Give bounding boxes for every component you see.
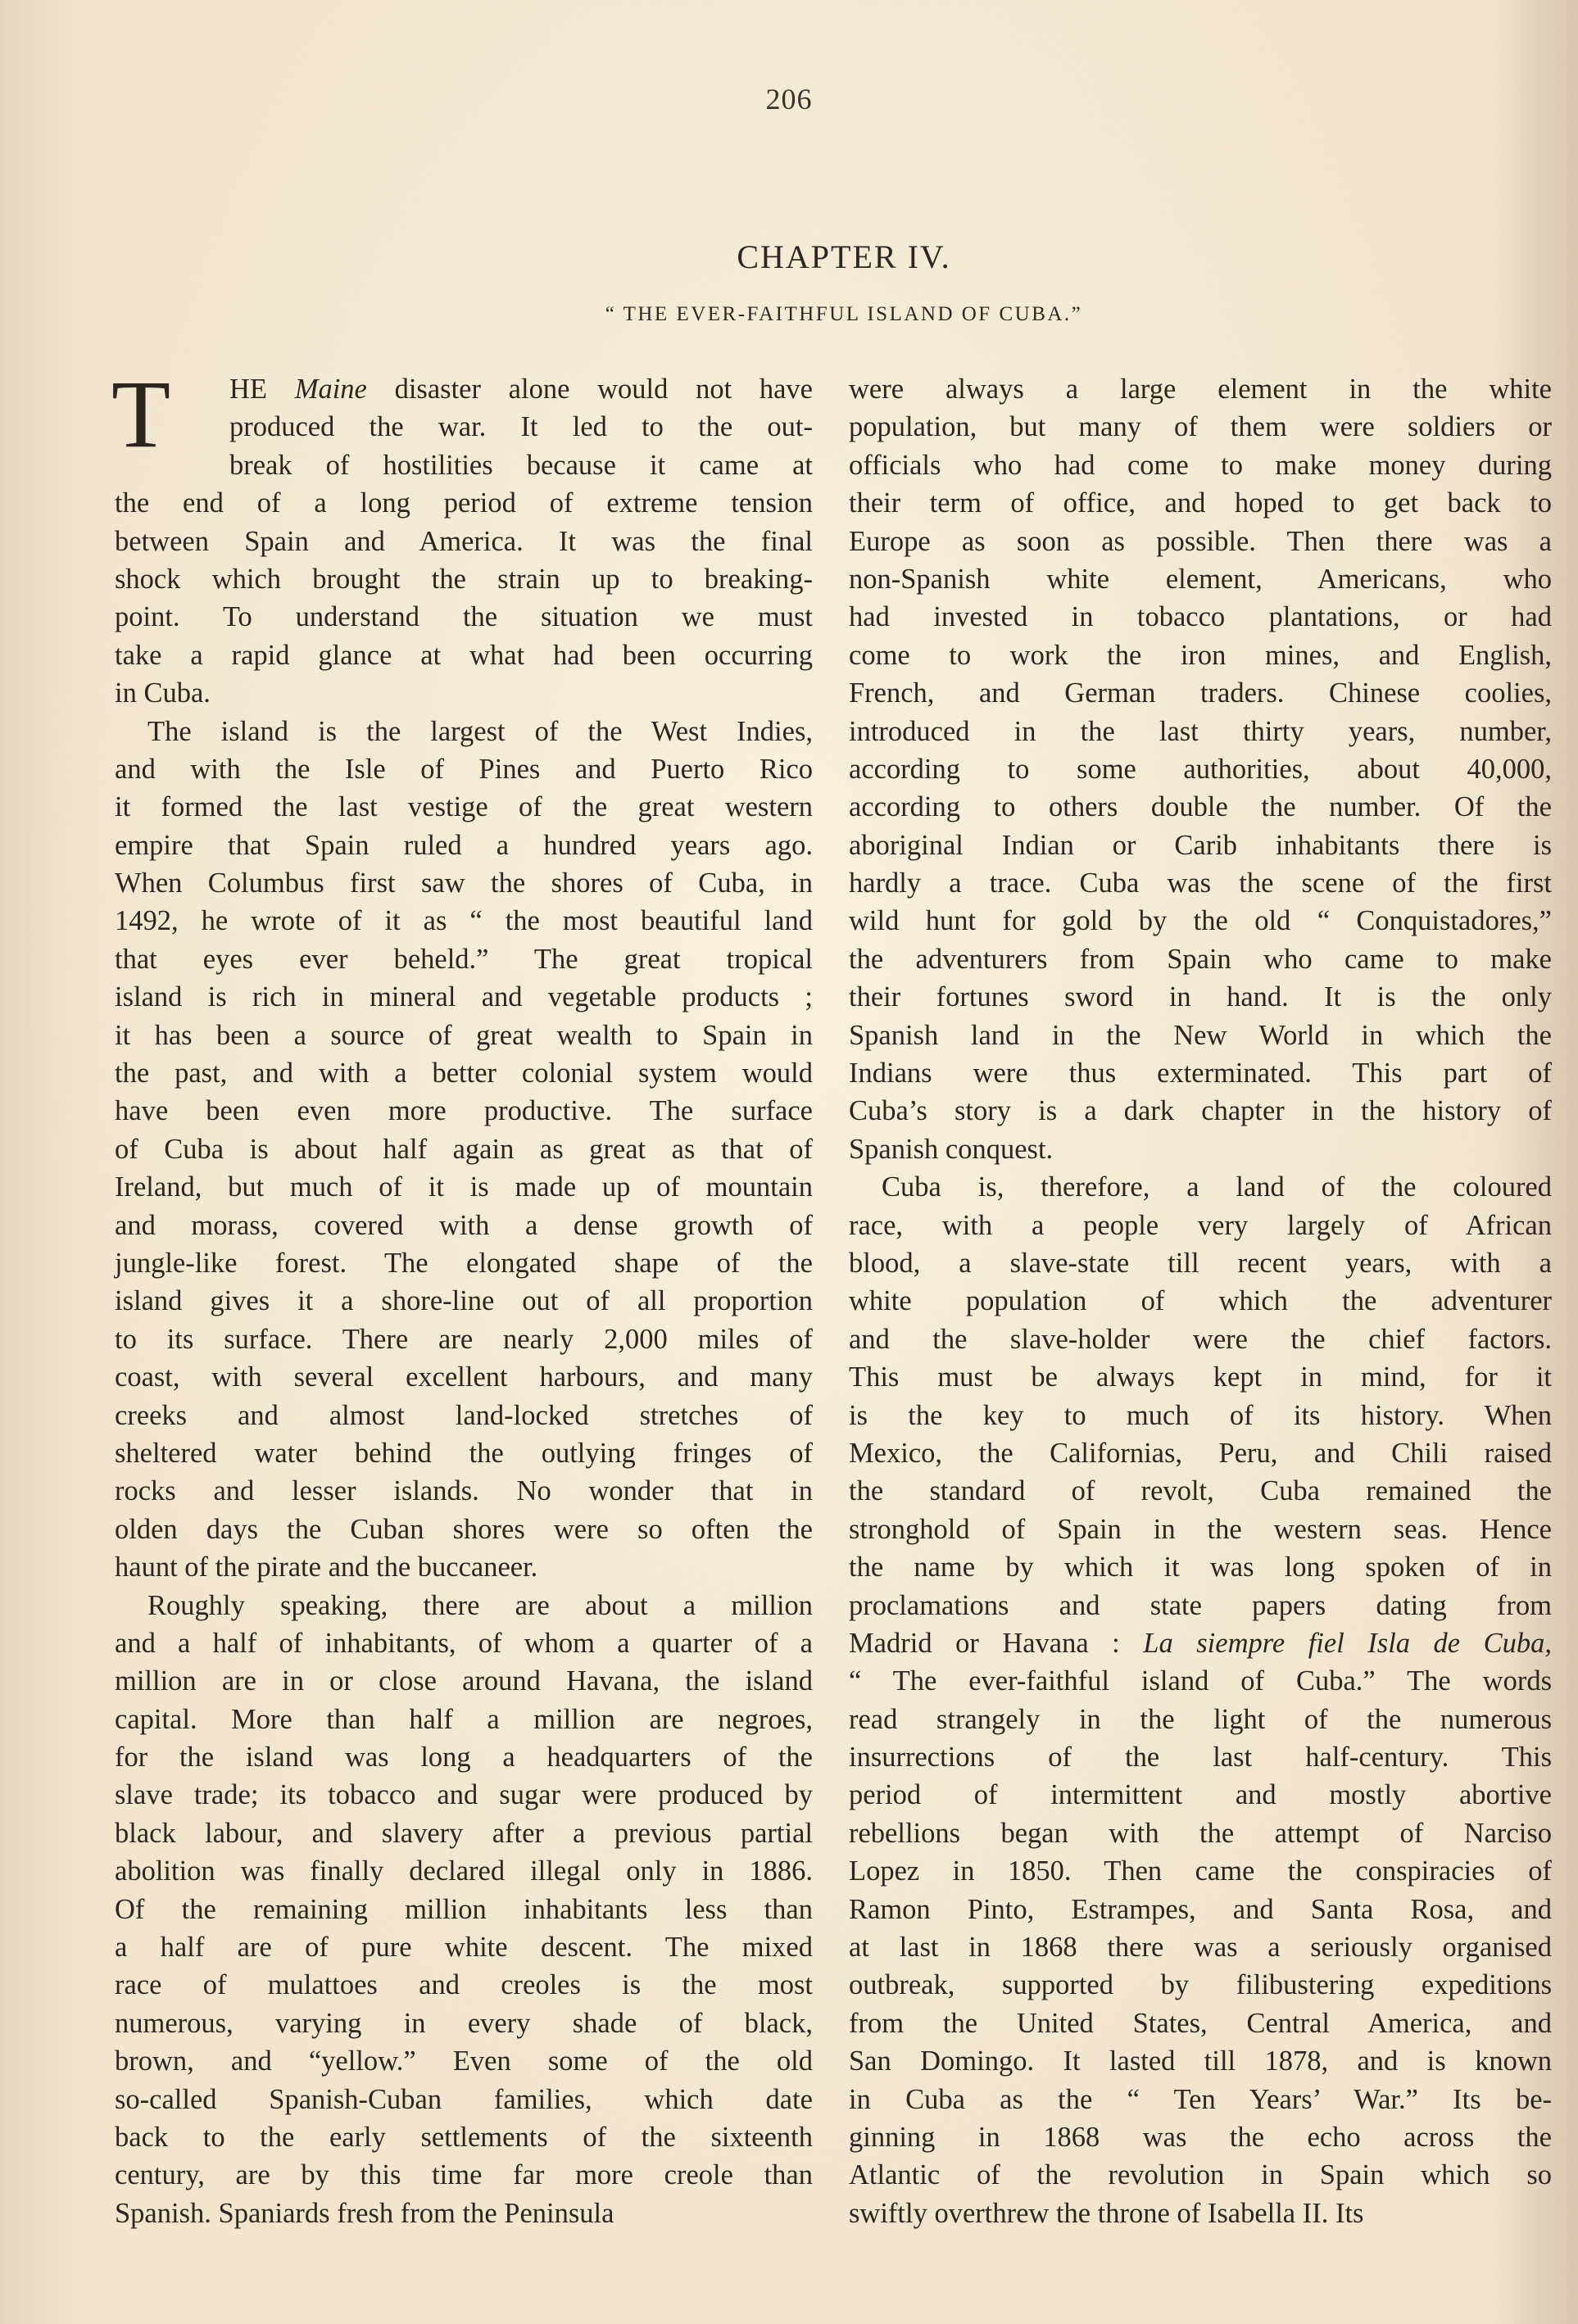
- text-line: and a half of inhabitants, of whom a quarter of a: [115, 1627, 813, 1659]
- text-line: a half are of pure white descent. The mixed: [115, 1932, 813, 1964]
- text-line: “ The ever-faithful island of Cuba.” The words: [849, 1665, 1552, 1697]
- text-line: that eyes ever beheld.” The great tropical: [115, 943, 813, 975]
- text-line: olden days the Cuban shores were so often the: [115, 1513, 813, 1545]
- text-line: race of mulattoes and creoles is the most: [115, 1969, 813, 2001]
- text-line: the standard of revolt, Cuba remained the: [849, 1475, 1552, 1507]
- page-number: 206: [765, 83, 813, 116]
- right-text-column: [849, 370, 1552, 2232]
- text-line: creeks and almost land-locked stretches of: [115, 1399, 813, 1431]
- text-line: and the slave-holder were the chief factors.: [849, 1323, 1552, 1355]
- text-line: Europe as soon as possible. Then there was a: [849, 525, 1552, 557]
- text-fragment: disaster alone would not have: [366, 374, 813, 405]
- drop-cap: T: [111, 360, 171, 468]
- text-line: wild hunt for gold by the old “ Conquistadores,”: [849, 905, 1552, 937]
- text-line: swiftly overthrew the throne of Isabella II. Its: [849, 2197, 1364, 2229]
- text-line: non-Spanish white element, Americans, who: [849, 563, 1552, 595]
- text-line: island is rich in mineral and vegetable products ;: [115, 981, 813, 1013]
- text-line: aboriginal Indian or Carib inhabitants there is: [849, 829, 1552, 861]
- text-line: black labour, and slavery after a previous partial: [115, 1817, 813, 1849]
- text-line: brown, and “yellow.” Even some of the old: [115, 2045, 813, 2077]
- text-line: population, but many of them were soldiers or: [849, 411, 1552, 443]
- text-line: point. To understand the situation we must: [115, 601, 813, 633]
- text-line: This must be always kept in mind, for it: [849, 1361, 1552, 1393]
- text-line: 1492, he wrote of it as “ the most beautiful land: [115, 905, 813, 937]
- text-line: according to some authorities, about 40,000,: [849, 753, 1552, 785]
- italic-title: Maine: [294, 374, 367, 405]
- text-line: Ramon Pinto, Estrampes, and Santa Rosa, and: [849, 1893, 1552, 1925]
- text-line: produced the war. It led to the out-: [229, 411, 813, 443]
- text-line: abolition was finally declared illegal only in 1886.: [115, 1855, 813, 1887]
- text-line: the adventurers from Spain who came to make: [849, 943, 1552, 975]
- text-line: in Cuba.: [115, 677, 211, 709]
- text-line: century, are by this time far more creole than: [115, 2159, 813, 2191]
- text-line: at last in 1868 there was a seriously organised: [849, 1932, 1552, 1964]
- text-line: so-called Spanish-Cuban families, which date: [115, 2083, 813, 2115]
- text-fragment: HE: [229, 374, 295, 405]
- italic-title: La siempre fiel Isla de Cuba,: [1143, 1627, 1553, 1659]
- text-line: their fortunes sword in hand. It is the only: [849, 981, 1552, 1013]
- text-line: to its surface. There are nearly 2,000 miles of: [115, 1323, 813, 1355]
- text-line: shock which brought the strain up to breaking-: [115, 563, 813, 595]
- text-line: French, and German traders. Chinese coolies,: [849, 677, 1552, 709]
- text-line: were always a large element in the white: [849, 374, 1552, 405]
- text-line: million are in or close around Havana, the island: [115, 1665, 813, 1697]
- text-line: officials who had come to make money during: [849, 449, 1552, 481]
- chapter-title: CHAPTER IV.: [737, 238, 951, 275]
- text-line: numerous, varying in every shade of black,: [115, 2007, 813, 2039]
- text-line: race, with a people very largely of African: [849, 1209, 1552, 1241]
- text-line: Indians were thus exterminated. This part of: [849, 1058, 1552, 1090]
- text-line: white population of which the adventurer: [849, 1285, 1552, 1317]
- text-line: Roughly speaking, there are about a million: [147, 1589, 813, 1621]
- text-line: Of the remaining million inhabitants less than: [115, 1893, 813, 1925]
- text-line: Mexico, the Californias, Peru, and Chili raised: [849, 1437, 1552, 1469]
- text-line: capital. More than half a million are negroes,: [115, 1703, 813, 1735]
- text-line: haunt of the pirate and the buccaneer.: [115, 1552, 538, 1583]
- text-line: the end of a long period of extreme tension: [115, 487, 813, 519]
- text-line: back to the early settlements of the sixteenth: [115, 2121, 813, 2153]
- text-line: their term of office, and hoped to get back to: [849, 487, 1552, 519]
- text-line: The island is the largest of the West Indies,: [147, 715, 813, 747]
- text-line: hardly a trace. Cuba was the scene of the first: [849, 868, 1552, 899]
- text-line: had invested in tobacco plantations, or had: [849, 601, 1552, 633]
- text-line: of Cuba is about half again as great as that of: [115, 1133, 813, 1165]
- text-line: empire that Spain ruled a hundred years ago.: [115, 829, 813, 861]
- text-line: [115, 370, 813, 408]
- text-line: in Cuba as the “ Ten Years’ War.” Its be-: [849, 2083, 1552, 2115]
- text-line: from the United States, Central America, and: [849, 2007, 1552, 2039]
- text-line: it formed the last vestige of the great western: [115, 791, 813, 823]
- text-line: blood, a slave-state till recent years, with a: [849, 1247, 1552, 1279]
- text-line: [849, 1624, 1552, 1662]
- text-line: rocks and lesser islands. No wonder that in: [115, 1475, 813, 1507]
- text-line: Ireland, but much of it is made up of mountain: [115, 1171, 813, 1203]
- text-line: between Spain and America. It was the final: [115, 525, 813, 557]
- text-line: island gives it a shore-line out of all proportion: [115, 1285, 813, 1317]
- text-line: the past, and with a better colonial system would: [115, 1058, 813, 1090]
- text-line: stronghold of Spain in the western seas. Hence: [849, 1513, 1552, 1545]
- chapter-subtitle: “ THE EVER-FAITHFUL ISLAND OF CUBA.”: [605, 303, 1083, 325]
- text-line: and morass, covered with a dense growth of: [115, 1209, 813, 1241]
- text-line: and with the Isle of Pines and Puerto Rico: [115, 753, 813, 785]
- text-line: ginning in 1868 was the echo across the: [849, 2121, 1552, 2153]
- left-text-column: [111, 360, 813, 2232]
- text-line: Spanish land in the New World in which the: [849, 1019, 1552, 1051]
- text-line: insurrections of the last half-century. This: [849, 1742, 1552, 1774]
- text-line: outbreak, supported by filibustering expeditions: [849, 1969, 1552, 2001]
- text-line: break of hostilities because it came at: [229, 449, 813, 481]
- text-line: slave trade; its tobacco and sugar were produced by: [115, 1779, 813, 1811]
- text-line: sheltered water behind the outlying fringes of: [115, 1437, 813, 1469]
- text-line: Spanish. Spaniards fresh from the Peninsula: [115, 2197, 614, 2229]
- text-line: Spanish conquest.: [849, 1133, 1054, 1165]
- text-line: introduced in the last thirty years, number,: [849, 715, 1552, 747]
- text-line: read strangely in the light of the numerous: [849, 1703, 1552, 1735]
- text-line: come to work the iron mines, and English,: [849, 639, 1552, 671]
- text-line: San Domingo. It lasted till 1878, and is known: [849, 2045, 1552, 2077]
- text-line: proclamations and state papers dating from: [849, 1589, 1552, 1621]
- text-line: Cuba’s story is a dark chapter in the history of: [849, 1095, 1552, 1127]
- text-line: Lopez in 1850. Then came the conspiracies of: [849, 1855, 1552, 1887]
- text-line: jungle-like forest. The elongated shape of the: [115, 1247, 813, 1279]
- text-line: Atlantic of the revolution in Spain which so: [849, 2159, 1552, 2191]
- text-line: it has been a source of great wealth to Spain in: [115, 1019, 813, 1051]
- text-line: coast, with several excellent harbours, and many: [115, 1361, 813, 1393]
- text-line: take a rapid glance at what had been occurring: [115, 639, 813, 671]
- text-line: rebellions began with the attempt of Narciso: [849, 1817, 1552, 1849]
- text-line: When Columbus first saw the shores of Cuba, in: [115, 868, 813, 899]
- text-line: is the key to much of its history. When: [849, 1399, 1552, 1431]
- text-line: the name by which it was long spoken of in: [849, 1552, 1552, 1583]
- text-line: have been even more productive. The surface: [115, 1095, 813, 1127]
- text-fragment: Madrid or Havana :: [849, 1627, 1144, 1659]
- text-line: according to others double the number. Of the: [849, 791, 1552, 823]
- text-line: period of intermittent and mostly abortive: [849, 1779, 1552, 1811]
- text-line: for the island was long a headquarters of the: [115, 1742, 813, 1774]
- text-line: Cuba is, therefore, a land of the coloured: [882, 1171, 1552, 1203]
